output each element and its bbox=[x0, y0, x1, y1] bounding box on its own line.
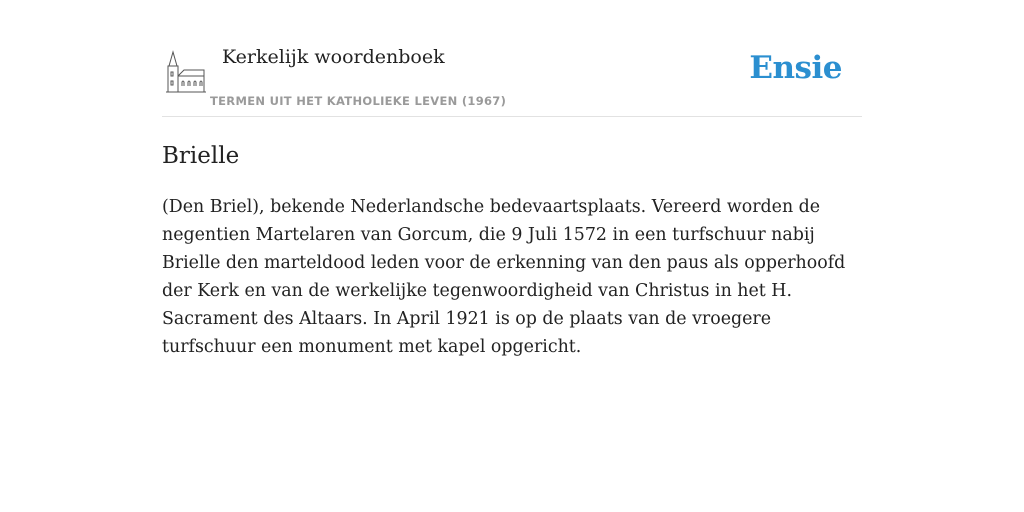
entry-title: Brielle bbox=[162, 143, 240, 169]
site-title[interactable]: Kerkelijk woordenboek bbox=[222, 46, 445, 68]
site-header bbox=[162, 0, 862, 117]
page-container bbox=[162, 0, 862, 361]
church-icon[interactable] bbox=[166, 50, 206, 94]
brand-logo[interactable]: Ensie bbox=[749, 50, 842, 86]
entry-body: (Den Briel), bekende Nederlandsche bedevaartsplaats. Vereerd worden de negentien Martelaren van Gorcum, die 9 Juli 1572 in een turfschuur nabij Brielle den marteldood leden voor de erkenning van den paus als opperhoofd der Kerk en van de werkelijke tegenwoordigheid van Christus in het H. Sacrament des Altaars. In April 1921 is op de plaats van de vroegere turfschuur een monument met kapel opgericht. bbox=[162, 197, 846, 357]
site-subtitle: TERMEN UIT HET KATHOLIEKE LEVEN (1967) bbox=[210, 94, 507, 108]
